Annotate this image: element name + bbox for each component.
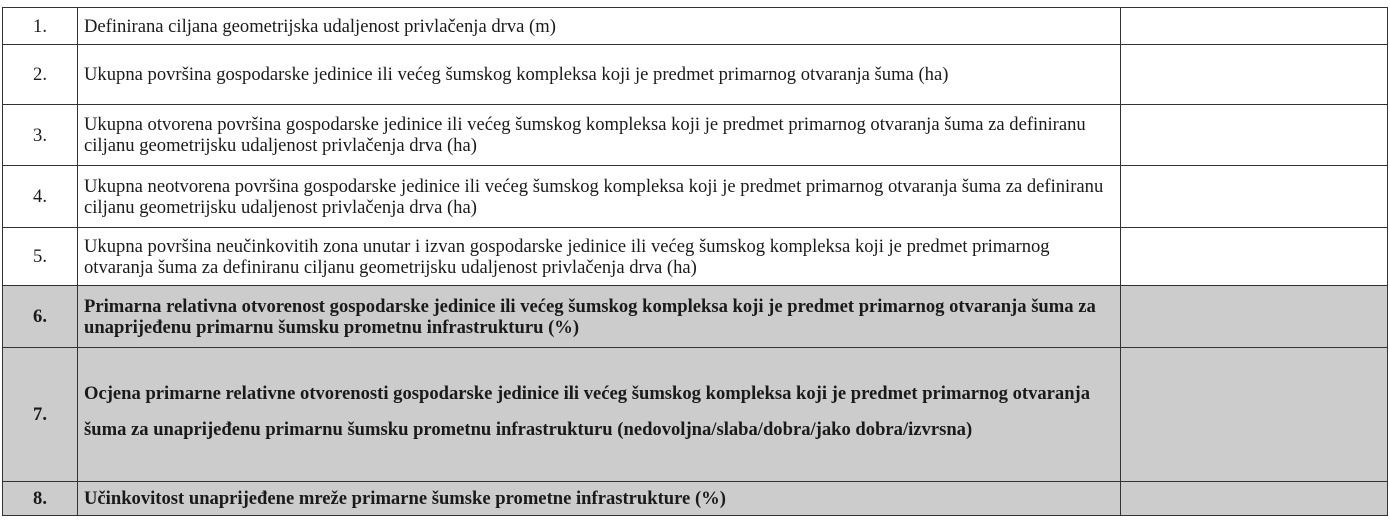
row-description: Učinkovitost unaprijeđene mreže primarne šumske prometne infrastrukture (%) [78, 482, 1121, 516]
row-description: Primarna relativna otvorenost gospodarske jedinice ili većeg šumskog kompleksa koji je predmet primarnog otvaranja šuma za unaprijeđenu primarnu šumsku prometnu infrastrukturu (%) [78, 286, 1121, 348]
row-value-cell[interactable] [1121, 348, 1388, 482]
row-number: 1. [3, 8, 78, 45]
row-value-cell[interactable] [1121, 8, 1388, 45]
table-row [3, 105, 1388, 166]
table-row [3, 8, 1388, 45]
row-number: 7. [3, 348, 78, 482]
row-description: Ukupna neotvorena površina gospodarske jedinice ili većeg šumskog kompleksa koji je predmet primarnog otvaranja šuma za definiranu ciljanu geometrijsku udaljenost privlačenja drva (ha) [78, 166, 1121, 228]
row-value-cell[interactable] [1121, 105, 1388, 166]
row-number: 5. [3, 228, 78, 286]
table-row [3, 482, 1388, 516]
row-value-cell[interactable] [1121, 228, 1388, 286]
row-number: 2. [3, 45, 78, 105]
row-description: Ukupna površina gospodarske jedinice ili većeg šumskog kompleksa koji je predmet primarnog otvaranja šuma (ha) [78, 45, 1121, 105]
row-number: 4. [3, 166, 78, 228]
table-row [3, 348, 1388, 482]
indicator-table [2, 7, 1388, 516]
row-number: 8. [3, 482, 78, 516]
row-value-cell[interactable] [1121, 45, 1388, 105]
row-value-cell[interactable] [1121, 166, 1388, 228]
row-description: Definirana ciljana geometrijska udaljenost privlačenja drva (m) [78, 8, 1121, 45]
table-row [3, 166, 1388, 228]
row-number: 6. [3, 286, 78, 348]
row-number: 3. [3, 105, 78, 166]
table-row [3, 228, 1388, 286]
row-value-cell[interactable] [1121, 482, 1388, 516]
row-value-cell[interactable] [1121, 286, 1388, 348]
table-row [3, 286, 1388, 348]
row-description: Ukupna površina neučinkovitih zona unutar i izvan gospodarske jedinice ili većeg šumskog kompleksa koji je predmet primarnog otvaranja šuma za definiranu ciljanu geometrijsku udaljenost privlačenja drva (ha) [78, 228, 1121, 286]
row-description: Ocjena primarne relativne otvorenosti gospodarske jedinice ili većeg šumskog kompleksa koji je predmet primarnog otvaranja šuma za unaprijeđenu primarnu šumsku prometnu infrastrukturu (nedovoljna/slaba/dobra/jako dobra/izvrsna) [78, 348, 1121, 482]
table-row [3, 45, 1388, 105]
row-description: Ukupna otvorena površina gospodarske jedinice ili većeg šumskog kompleksa koji je predmet primarnog otvaranja šuma za definiranu ciljanu geometrijsku udaljenost privlačenja drva (ha) [78, 105, 1121, 166]
